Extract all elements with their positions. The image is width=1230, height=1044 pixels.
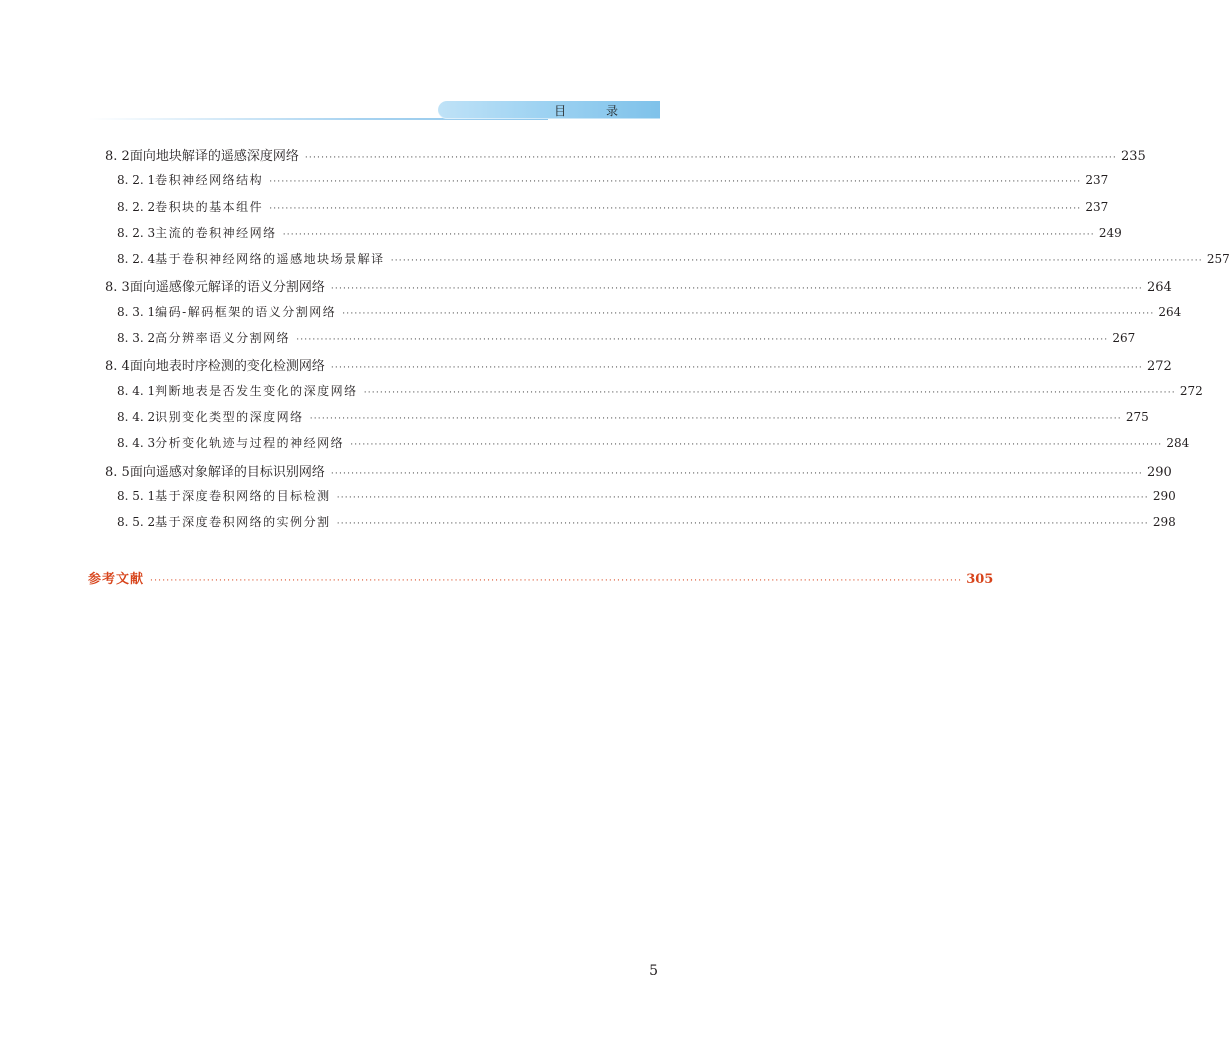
dot-leader: ········································································································································································································ xyxy=(296,335,1109,346)
toc-entry-page: 272 xyxy=(1179,383,1203,398)
running-header-title: 目 录 xyxy=(554,104,636,118)
toc-entry-page: 305 xyxy=(966,572,994,587)
toc-entry-page: 237 xyxy=(1085,199,1109,214)
toc-entry-page: 290 xyxy=(1152,488,1176,503)
toc-entry-title: 基于深度卷积网络的实例分割 xyxy=(155,515,331,530)
toc-entry-page: 275 xyxy=(1125,409,1149,424)
toc-section-entry[interactable] xyxy=(88,276,1172,302)
toc-entry-page: 249 xyxy=(1098,225,1122,240)
toc-subsection-entry[interactable] xyxy=(88,487,1176,513)
dot-leader: ········································································································································································································ xyxy=(363,387,1176,398)
dot-leader: ········································································································································································································ xyxy=(269,177,1082,188)
toc-entry-number: 8. 2. 1 xyxy=(117,173,156,188)
toc-entry-title: 面向地块解译的遥感深度网络 xyxy=(129,149,299,164)
table-of-contents xyxy=(88,145,1230,539)
dot-leader: ········································································································································································································ xyxy=(330,363,1143,374)
toc-entry-title: 面向遥感对象解译的目标识别网络 xyxy=(129,464,325,480)
toc-entry-title: 面向遥感像元解译的语义分割网络 xyxy=(129,280,325,296)
toc-entry-page: 264 xyxy=(1158,304,1182,319)
toc-entry-title: 参考文献 xyxy=(88,572,145,587)
toc-entry-title: 编码-解码框架的语义分割网络 xyxy=(155,304,337,319)
toc-entry-number: 8. 2. 4 xyxy=(117,252,156,267)
toc-entry-title: 分析变化轨迹与过程的神经网络 xyxy=(155,436,345,451)
toc-entry-number: 8. 4. 2 xyxy=(117,409,156,424)
dot-leader: ········································································································································································································ xyxy=(282,229,1095,240)
dot-leader: ········································································································································································································ xyxy=(309,413,1122,424)
dot-leader: ········································································································································································································ xyxy=(330,284,1143,295)
toc-entry-title: 卷积块的基本组件 xyxy=(155,199,264,214)
dot-leader: ········································································································································································································ xyxy=(269,203,1082,214)
toc-subsection-entry[interactable] xyxy=(88,198,1109,224)
toc-subsection-entry[interactable] xyxy=(88,434,1190,460)
toc-entry-number: 8. 4. 3 xyxy=(117,436,156,451)
toc-entry-page: 257 xyxy=(1206,252,1230,267)
toc-entry-title: 高分辨率语义分割网络 xyxy=(155,331,291,346)
toc-section-entry[interactable] xyxy=(88,355,1172,381)
toc-entry-number: 8. 2. 3 xyxy=(117,225,156,240)
dot-leader: ········································································································································································································ xyxy=(150,576,963,586)
toc-entry-number: 8. 2 xyxy=(105,149,130,164)
toc-entry-title: 识别变化类型的深度网络 xyxy=(155,409,304,424)
toc-entry-title: 基于深度卷积网络的目标检测 xyxy=(155,488,331,503)
dot-leader: ········································································································································································································ xyxy=(336,492,1149,503)
toc-section-entry[interactable] xyxy=(88,461,1172,487)
toc-subsection-entry[interactable] xyxy=(88,171,1109,197)
toc-entry-title: 基于卷积神经网络的遥感地块场景解译 xyxy=(155,252,385,267)
toc-entry-number: 8. 2. 2 xyxy=(117,199,156,214)
toc-subsection-entry[interactable] xyxy=(88,408,1149,434)
toc-entry-number: 8. 3 xyxy=(105,280,130,296)
toc-entry-number: 8. 5. 1 xyxy=(117,488,156,503)
dot-leader: ········································································································································································································ xyxy=(330,468,1143,479)
dot-leader: ········································································································································································································ xyxy=(336,519,1149,530)
toc-entry-page: 235 xyxy=(1121,149,1146,164)
toc-entry-page: 298 xyxy=(1152,515,1176,530)
dot-leader: ········································································································································································································ xyxy=(350,440,1163,451)
dot-leader: ········································································································································································································ xyxy=(390,256,1203,267)
toc-subsection-entry[interactable] xyxy=(88,224,1122,250)
toc-subsection-entry[interactable] xyxy=(88,513,1176,539)
toc-subsection-entry[interactable] xyxy=(88,250,1230,276)
dot-leader: ········································································································································································································ xyxy=(342,308,1155,319)
toc-entry-page: 272 xyxy=(1147,359,1172,375)
toc-entry-title: 卷积神经网络结构 xyxy=(155,173,264,188)
toc-entry-page: 284 xyxy=(1166,436,1190,451)
toc-section-entry[interactable] xyxy=(88,145,1146,171)
dot-leader: ········································································································································································································ xyxy=(304,153,1117,163)
toc-entry-page: 237 xyxy=(1085,173,1109,188)
toc-entry-number: 8. 4 xyxy=(105,359,130,375)
toc-subsection-entry[interactable] xyxy=(88,382,1203,408)
toc-entry-number: 8. 3. 2 xyxy=(117,331,156,346)
toc-entry-number: 8. 5. 2 xyxy=(117,515,156,530)
toc-subsection-entry[interactable] xyxy=(88,329,1136,355)
toc-entry-number: 8. 4. 1 xyxy=(117,383,156,398)
toc-entry-title: 面向地表时序检测的变化检测网络 xyxy=(129,359,325,375)
toc-entry-title: 主流的卷积神经网络 xyxy=(155,225,277,240)
toc-entry-page: 267 xyxy=(1112,331,1136,346)
toc-subsection-entry[interactable] xyxy=(88,303,1182,329)
toc-entry-number: 8. 3. 1 xyxy=(117,304,156,319)
toc-entry-page: 264 xyxy=(1147,280,1172,296)
page-number: 5 xyxy=(649,963,658,979)
toc-entry-number: 8. 5 xyxy=(105,464,130,480)
toc-entry-references[interactable] xyxy=(88,568,994,587)
toc-entry-title: 判断地表是否发生变化的深度网络 xyxy=(155,383,358,398)
toc-entry-page: 290 xyxy=(1147,464,1172,480)
